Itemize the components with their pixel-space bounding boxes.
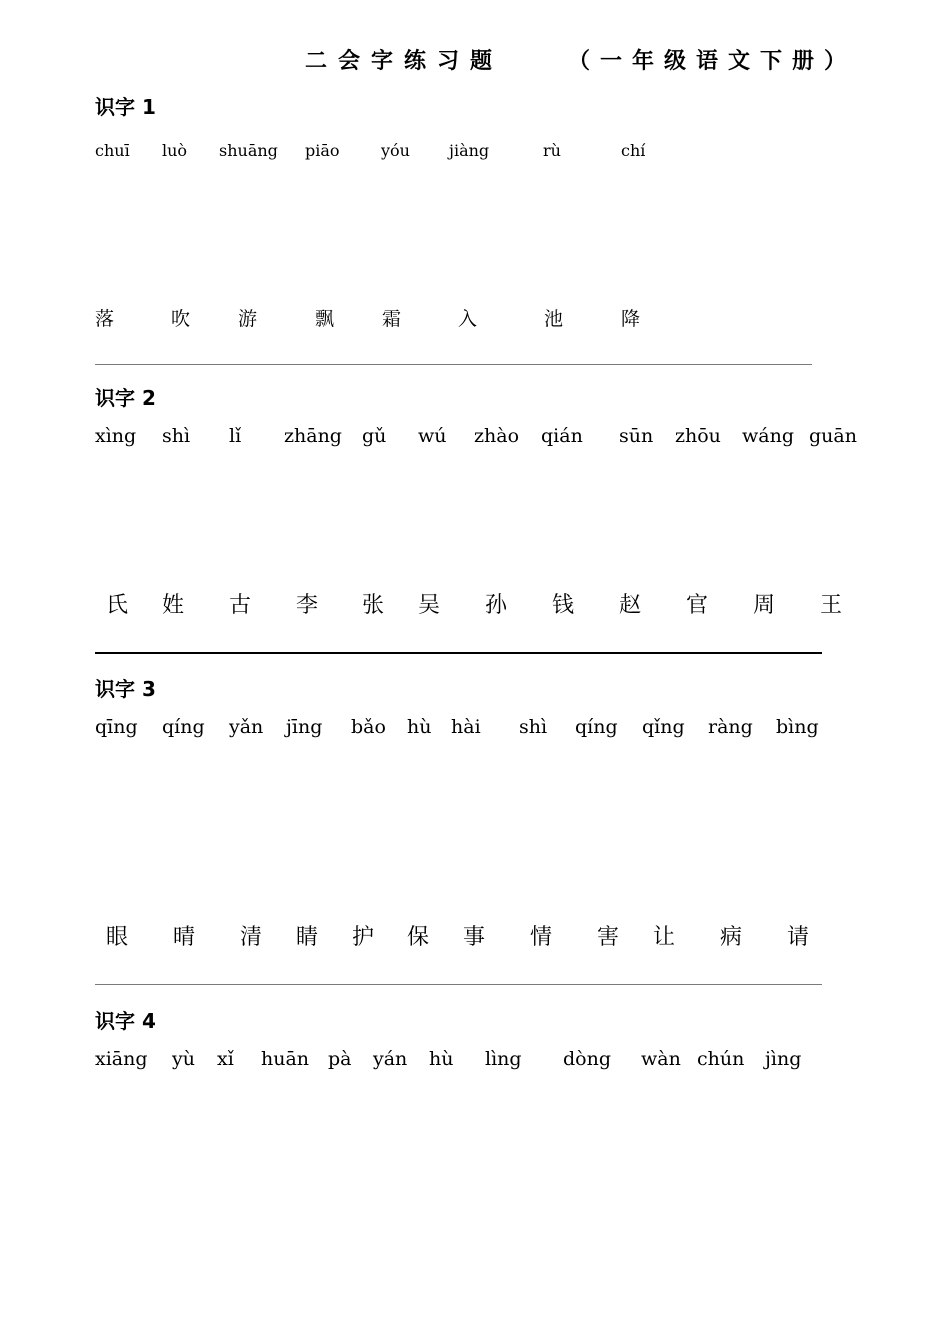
pinyin-item: jìng xyxy=(765,1048,802,1070)
page-title: 二会字练习题 xyxy=(305,49,504,74)
pinyin-item: luò xyxy=(162,141,188,160)
divider xyxy=(95,652,822,654)
hanzi-item: 吴 xyxy=(418,593,441,618)
pinyin-item: qīng xyxy=(95,716,138,738)
pinyin-item: lǐ xyxy=(229,425,242,447)
divider xyxy=(95,364,812,365)
section-title-3: 识字 3 xyxy=(95,677,156,701)
hanzi-item: 护 xyxy=(352,925,375,950)
pinyin-item: yóu xyxy=(381,141,410,160)
hanzi-item: 官 xyxy=(686,593,709,618)
hanzi-item: 事 xyxy=(463,925,486,950)
pinyin-item: hù xyxy=(407,716,432,738)
pinyin-item: xìng xyxy=(95,425,137,447)
hanzi-item: 霜 xyxy=(382,308,402,330)
section-title-4: 识字 4 xyxy=(95,1009,156,1033)
pinyin-item: shuāng xyxy=(219,141,278,160)
hanzi-item: 飘 xyxy=(315,308,335,330)
hanzi-item: 病 xyxy=(720,925,743,950)
pinyin-item: sūn xyxy=(619,425,654,447)
pinyin-item: qíng xyxy=(162,716,205,738)
hanzi-item: 睛 xyxy=(296,925,319,950)
pinyin-item: qián xyxy=(541,425,583,447)
pinyin-item: rù xyxy=(543,141,561,160)
hanzi-item: 李 xyxy=(296,593,319,618)
hanzi-item: 张 xyxy=(362,593,385,618)
pinyin-item: wú xyxy=(418,425,447,447)
pinyin-item: yán xyxy=(373,1048,408,1070)
pinyin-item: lìng xyxy=(485,1048,522,1070)
pinyin-item: shì xyxy=(519,716,548,738)
pinyin-item: dòng xyxy=(563,1048,612,1070)
hanzi-item: 赵 xyxy=(619,593,642,618)
hanzi-item: 王 xyxy=(820,593,843,618)
pinyin-item: pà xyxy=(328,1048,352,1070)
pinyin-item: wáng xyxy=(742,425,794,447)
divider xyxy=(95,984,822,985)
pinyin-item: chuī xyxy=(95,141,130,160)
pinyin-item: chún xyxy=(697,1048,745,1070)
hanzi-item: 入 xyxy=(458,308,478,330)
pinyin-item: zhāng xyxy=(284,425,342,447)
pinyin-item: zhōu xyxy=(675,425,721,447)
pinyin-item: jīng xyxy=(286,716,323,738)
hanzi-item: 眼 xyxy=(106,925,129,950)
pinyin-item: ràng xyxy=(708,716,753,738)
hanzi-item: 孙 xyxy=(485,593,508,618)
hanzi-item: 保 xyxy=(407,925,430,950)
pinyin-item: bìng xyxy=(776,716,819,738)
hanzi-item: 让 xyxy=(653,925,676,950)
hanzi-item: 周 xyxy=(753,593,776,618)
pinyin-item: qǐng xyxy=(642,716,685,738)
pinyin-item: chí xyxy=(621,141,646,160)
pinyin-item: jiàng xyxy=(449,141,490,160)
pinyin-item: hù xyxy=(429,1048,454,1070)
hanzi-item: 晴 xyxy=(173,925,196,950)
page-subtitle: （一年级语文下册） xyxy=(568,49,857,74)
pinyin-item: wàn xyxy=(641,1048,681,1070)
hanzi-item: 清 xyxy=(240,925,263,950)
hanzi-item: 请 xyxy=(787,925,810,950)
pinyin-item: gǔ xyxy=(362,425,387,447)
hanzi-item: 吹 xyxy=(171,308,191,330)
pinyin-item: yǎn xyxy=(229,716,264,738)
hanzi-item: 害 xyxy=(597,925,620,950)
pinyin-item: qíng xyxy=(575,716,618,738)
hanzi-item: 情 xyxy=(530,925,553,950)
pinyin-item: yù xyxy=(172,1048,195,1070)
section-title-1: 识字 1 xyxy=(95,95,156,119)
pinyin-item: guān xyxy=(809,425,857,447)
pinyin-item: piāo xyxy=(305,141,340,160)
hanzi-item: 钱 xyxy=(552,593,575,618)
pinyin-item: xiāng xyxy=(95,1048,148,1070)
pinyin-item: zhào xyxy=(474,425,520,447)
hanzi-item: 古 xyxy=(229,593,252,618)
section-title-2: 识字 2 xyxy=(95,386,156,410)
pinyin-item: hài xyxy=(451,716,481,738)
hanzi-item: 姓 xyxy=(162,593,185,618)
hanzi-item: 氏 xyxy=(106,593,129,618)
pinyin-item: xǐ xyxy=(217,1048,234,1070)
hanzi-item: 降 xyxy=(621,308,641,330)
pinyin-item: huān xyxy=(261,1048,310,1070)
hanzi-item: 游 xyxy=(238,308,258,330)
hanzi-item: 落 xyxy=(95,308,115,330)
pinyin-item: bǎo xyxy=(351,716,386,738)
hanzi-item: 池 xyxy=(544,308,564,330)
pinyin-item: shì xyxy=(162,425,191,447)
